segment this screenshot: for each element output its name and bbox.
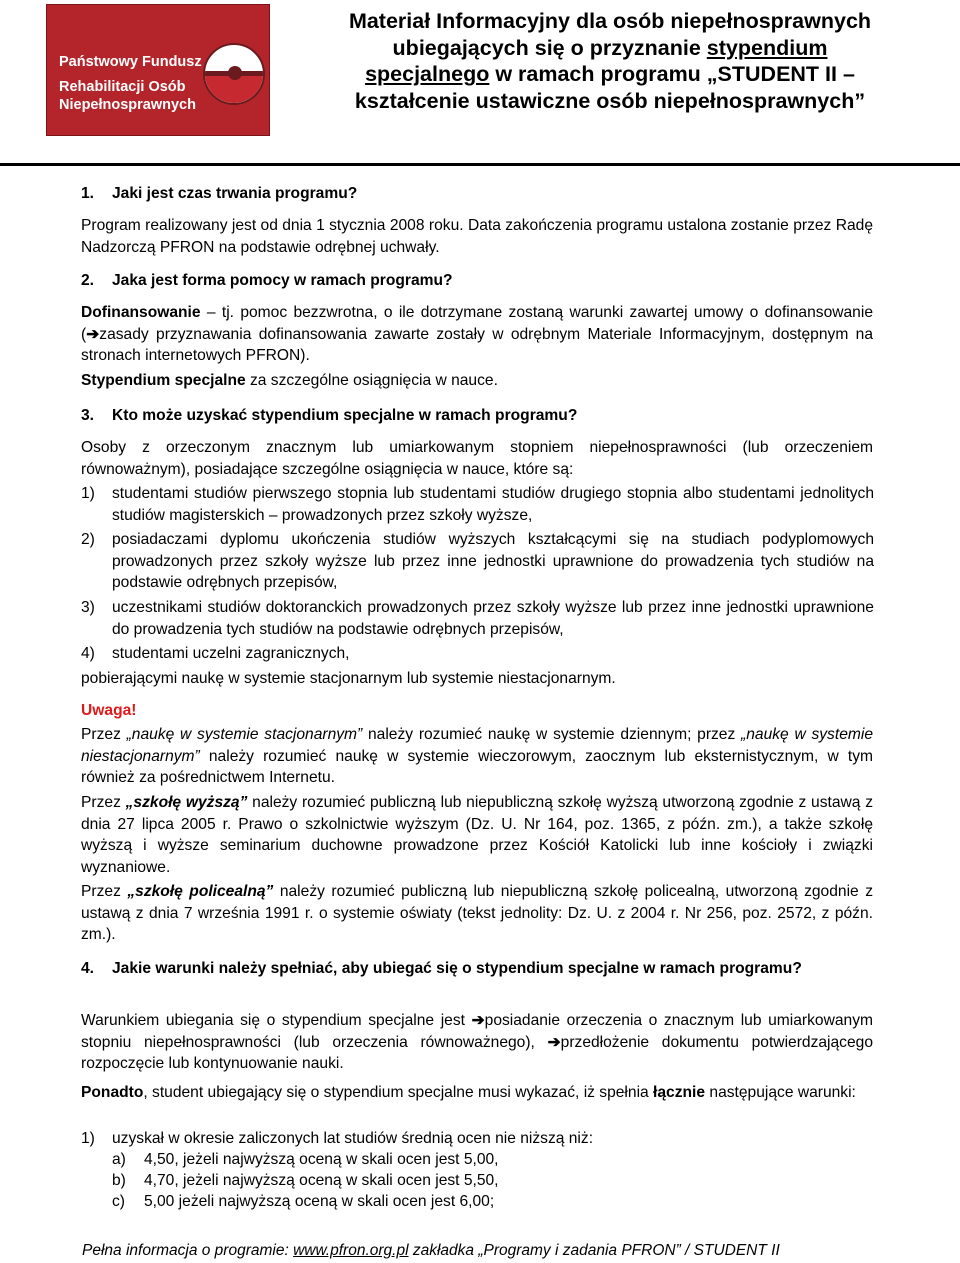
q3-outro: pobierającymi naukę w systemie stacjonarnym lub systemie niestacjonarnym. bbox=[81, 670, 616, 687]
q3-item-3-text: uczestnikami studiów doktoranckich prowadzonych przez szkoły wyższe lub przez inne jednostki uprawnione do prowadzenia tych studiów na podstawie odrębnych przepisów, bbox=[112, 599, 874, 638]
q3-item-2-text: posiadaczami dyplomu ukończenia studiów wyższych kształcącymi się na studiach podyplomowych prowadzonych przez szkoły wyższe lub przez inne jednostki uprawnione do prowadzenia tych studiów na podstawie odrębnych przepisów, bbox=[112, 531, 874, 591]
q2-number: 2. bbox=[81, 272, 95, 289]
q4-heading: Jakie warunki należy spełniać, aby ubiegać się o stypendium specjalne w ramach programu? bbox=[112, 960, 802, 977]
pfron-website-link[interactable]: www.pfron.org.pl bbox=[293, 1242, 409, 1259]
q3-item-2-number: 2) bbox=[81, 531, 95, 548]
q3-heading: Kto może uzyskać stypendium specjalne w ramach programu? bbox=[112, 407, 578, 424]
q4-subitem-b-number: b) bbox=[112, 1172, 126, 1189]
q4-subitem-c-number: c) bbox=[112, 1193, 125, 1210]
q1-heading: Jaki jest czas trwania programu? bbox=[112, 185, 358, 202]
logo-line-3-text: Niepełnosprawnych bbox=[59, 97, 196, 113]
q4-paragraph-1: Warunkiem ubiegania się o stypendium specjalne jest ➔posiadanie orzeczenia o znacznym lub umiarkowanym stopniu niepełnosprawności (lub orzeczenia równoważnego), ➔przedłożenie dokumentu potwierdzającego rozpoczęcie lub kontynuowanie nauki. bbox=[81, 1012, 873, 1072]
arrow-right-icon: ➔ bbox=[547, 1033, 561, 1051]
arrow-right-icon: ➔ bbox=[471, 1012, 485, 1029]
q3-intro: Osoby z orzeczonym znacznym lub umiarkowanym stopniem niepełnosprawności (lub orzeczeniem równoważnym), posiadające szczególne osiągnięcia w nauce, które są: bbox=[81, 439, 873, 478]
pfron-emblem-icon bbox=[203, 43, 265, 105]
q4-item-1-text: uzyskał w okresie zaliczonych lat studiów średnią ocen nie niższą niż: bbox=[112, 1130, 594, 1147]
q4-subitem-a-number: a) bbox=[112, 1151, 126, 1168]
q4-item-1-number: 1) bbox=[81, 1130, 95, 1147]
logo-line-2-text: Rehabilitacji Osób bbox=[59, 79, 186, 95]
q1-number: 1. bbox=[81, 185, 95, 202]
title-line-3: specjalnego w ramach programu „STUDENT II – bbox=[365, 62, 855, 86]
document-title bbox=[300, 8, 920, 114]
q3-item-4-number: 4) bbox=[81, 645, 95, 662]
arrow-right-icon: ➔ bbox=[86, 325, 100, 343]
title-line-2: ubiegających się o przyznanie stypendium bbox=[392, 35, 828, 60]
q3-item-4-text: studentami uczelni zagranicznych, bbox=[112, 645, 350, 662]
uwaga-label: Uwaga! bbox=[81, 702, 137, 719]
pfron-logo bbox=[46, 4, 270, 136]
logo-line-1: Państwowy Fundusz bbox=[59, 54, 202, 70]
note-szkola-wyzsza: Przez „szkołę wyższą” należy rozumieć publiczną lub niepubliczną szkołę wyższą utworzoną zgodnie z ustawą z dnia 27 lipca 2005 r. Prawo o szkolnictwie wyższym (Dz. U. Nr 164, poz. 1365, z późn. zm.), a także szkołę wyższą i wyższe seminarium duchowne prowadzone przez Kościół Katolicki lub inne kościoły i związki wyznaniowe. bbox=[81, 794, 874, 876]
header-divider bbox=[0, 163, 960, 166]
q2-heading: Jaka jest forma pomocy w ramach programu? bbox=[112, 272, 453, 289]
q3-number: 3. bbox=[81, 407, 95, 424]
q4-subitem-a-text: 4,50, jeżeli najwyższą oceną w skali ocen jest 5,00, bbox=[144, 1151, 499, 1168]
q3-item-1-text: studentami studiów pierwszego stopnia lub studentami studiów drugiego stopnia albo studentami jednolitych studiów magisterskich – prowadzonych przez szkoły wyższe, bbox=[112, 485, 874, 524]
footer: Pełna informacja o programie: www.pfron.org.pl zakładka „Programy i zadania PFRON” / STUDENT II bbox=[82, 1242, 780, 1259]
logo-line-2 bbox=[59, 78, 196, 114]
note-szkola-policealna: Przez „szkołę policealną” należy rozumieć publiczną lub niepubliczną szkołę policealną, utworzoną zgodnie z ustawą z dnia 7 września 1991 r. o systemie oświaty (tekst jednolity: Dz. U. z 2004 r. Nr 256, poz. 2572, z późn. zm.). bbox=[81, 883, 873, 943]
q3-item-3-number: 3) bbox=[81, 599, 95, 616]
note-nauka: Przez „naukę w systemie stacjonarnym” należy rozumieć naukę w systemie dziennym; przez „naukę w systemie niestacjonarnym” należy rozumieć naukę w systemie wieczorowym, zaocznym lub eksternistycznym, w tym również za pośrednictwem Internetu. bbox=[81, 726, 873, 786]
q4-subitem-b-text: 4,70, jeżeli najwyższą oceną w skali ocen jest 5,50, bbox=[144, 1172, 499, 1189]
q4-number: 4. bbox=[81, 960, 95, 977]
q2-answer: Dofinansowanie – tj. pomoc bezzwrotna, o ile dotrzymane zostaną warunki zawartej umowy o dofinansowanie (➔zasady przyznawania dofinansowania zawarte zostały w odrębnym Materiale Informacyjnym, dostępnym na stronach internetowych PFRON). bbox=[81, 304, 873, 364]
q3-item-1-number: 1) bbox=[81, 485, 95, 502]
q2-stypendium: Stypendium specjalne za szczególne osiągnięcia w nauce. bbox=[81, 372, 498, 389]
title-line-1: Materiał Informacyjny dla osób niepełnosprawnych bbox=[348, 9, 872, 33]
q1-answer: Program realizowany jest od dnia 1 stycznia 2008 roku. Data zakończenia programu ustalona zostanie przez Radę Nadzorczą PFRON na podstawie odrębnej uchwały. bbox=[81, 217, 873, 256]
q4-paragraph-2: Ponadto, student ubiegający się o stypendium specjalne musi wykazać, iż spełnia łącznie następujące warunki: bbox=[81, 1084, 856, 1101]
title-line-4: kształcenie ustawiczne osób niepełnosprawnych” bbox=[354, 88, 866, 113]
q4-subitem-c-text: 5,00 jeżeli najwyższą oceną w skali ocen jest 6,00; bbox=[144, 1193, 495, 1210]
